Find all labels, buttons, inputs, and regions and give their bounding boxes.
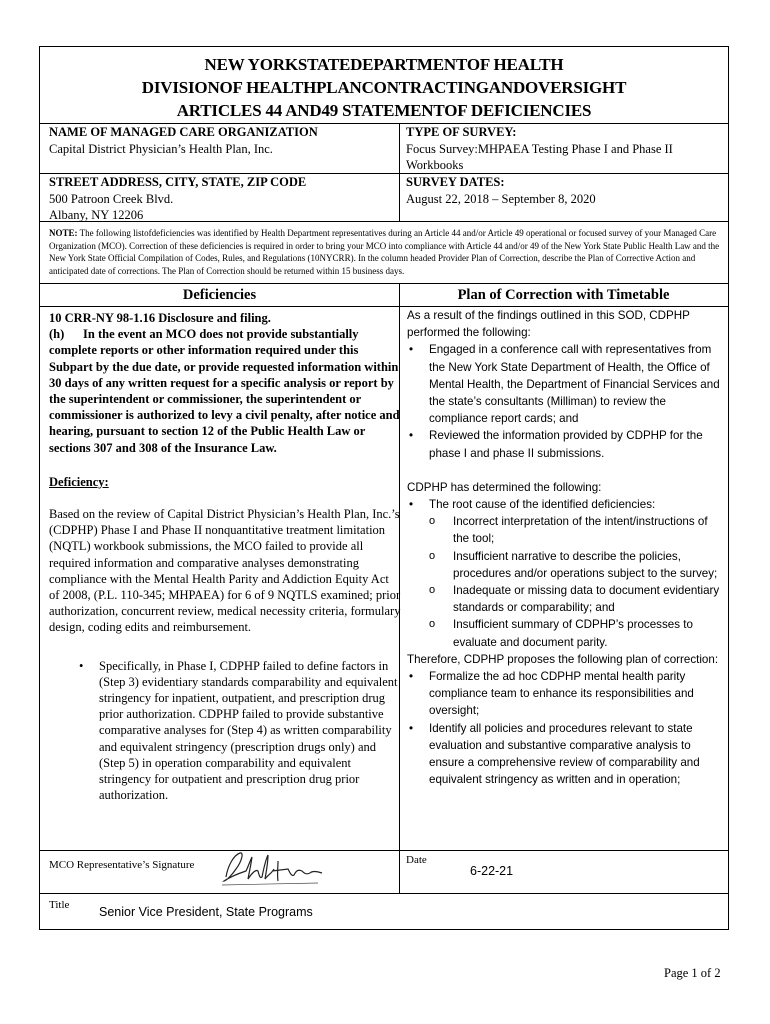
proposals-list: [407, 668, 725, 788]
divider: [40, 221, 728, 222]
date-value: 6-22-21: [470, 864, 514, 878]
title-label: Title: [49, 899, 70, 911]
divider: [40, 123, 728, 124]
causes-list: [407, 513, 725, 651]
rule-paragraph: [49, 326, 401, 456]
survey-dates-label: SURVEY DATES:: [406, 175, 505, 189]
list-item: • Identify all policies and procedures relevant to state evaluation and substantive comparative analysis to ensure a comprehensive review of comparability and equivalent stringency as written and in operation;: [407, 720, 725, 789]
divider: [40, 850, 728, 851]
deficiency-column: [49, 310, 401, 803]
list-item: o Incorrect interpretation of the intent/instructions of the tool;: [407, 513, 725, 547]
plan-therefore: Therefore, CDPHP proposes the following plan of correction:: [407, 652, 719, 666]
header-line-2: DIVISIONOF HEALTHPLANCONTRACTINGANDOVERSIGHT: [141, 78, 627, 97]
deficiency-heading: Deficiency:: [49, 474, 109, 489]
plan-column: [407, 307, 725, 788]
note-text: The following listofdeficiencies was identified by Health Department representatives during an Article 44 and/or Article 49 operational or focused survey of your Managed Care Organization (MCO). Correction of these deficiencies is required in order to bring your MCO into compliance with Article 44 and/or 49 of the New York State Public Health Law and the New York State Official Compilation of Codes, Rules, and Regulations (10NYCRR). In the column headed Provider Plan of Correction, describe the Plan of Corrective Action and anticipated date of corrections. The Plan of Correction should be returned within 15 business days.: [49, 228, 720, 276]
signature-label: MCO Representative’s Signature: [49, 859, 195, 871]
plan-actions: [407, 341, 725, 461]
plan-column-header: Plan of Correction with Timetable: [457, 287, 670, 303]
list-item: • The root cause of the identified deficiencies:: [407, 496, 725, 513]
deficiencies-column-header: Deficiencies: [182, 287, 257, 303]
citation: 10 CRR-NY 98-1.16 Disclosure and filing.: [49, 311, 271, 325]
survey-type-label: TYPE OF SURVEY:: [406, 125, 517, 139]
note-label: NOTE:: [49, 228, 78, 238]
note-paragraph: [49, 227, 721, 277]
list-item: • Formalize the ad hoc CDPHP mental health parity compliance team to enhance its responsibilities and oversight;: [407, 668, 725, 720]
divider: [40, 283, 728, 284]
date-label: Date: [406, 854, 427, 866]
org-label: NAME OF MANAGED CARE ORGANIZATION: [49, 125, 318, 139]
divider: [399, 850, 400, 893]
list-item: • Reviewed the information provided by CDPHP for the phase I and phase II submissions.: [407, 427, 725, 461]
deficiency-body: Based on the review of Capital District Physician’s Health Plan, Inc.’s (CDPHP) Phase I and Phase II nonquantitative treatment limitation (NQTL) workbook submissions, the MCO failed to provide all required information and comparative analyses demonstrating compliance with the Mental Health Parity and Addiction Equity Act of 2008, (P.L. 110-345; MHPAEA) for 6 of 9 NQTLS examined; prior authorization, concurrent review, medical necessity criteria, formulary design, coding edits and reimbursement.: [49, 507, 401, 635]
list-item: o Insufficient narrative to describe the policies, procedures and/or operations subject to the survey;: [407, 548, 725, 582]
root-cause-list: [407, 496, 725, 513]
header-line-1: NEW YORKSTATEDEPARTMENTOF HEALTH: [204, 55, 564, 74]
org-name: Capital District Physician’s Health Plan, Inc.: [49, 142, 273, 156]
header-line-3: ARTICLES 44 AND49 STATEMENTOF DEFICIENCIES: [176, 101, 592, 120]
rule-text: In the event an MCO does not provide substantially complete reports or other information required under this Subpart by the due date, or provide requested information within 30 days of any written request for a specific analysis or report by the superintendent or commissioner, the superintendent or commissioner is authorized to levy a civil penalty, after notice and hearing, pursuant to section 12 of the Public Health Law or sections 307 and 308 of the Insurance Law.: [49, 327, 400, 455]
divider: [40, 173, 728, 174]
signature-image: [218, 847, 330, 889]
title-value: Senior Vice President, State Programs: [99, 905, 313, 919]
deficiency-bullets: [49, 658, 401, 804]
list-item: o Insufficient summary of CDPHP’s processes to evaluate and document parity.: [407, 616, 725, 650]
list-item: • Engaged in a conference call with representatives from the New York State Department of Health, the Office of Mental Health, the Department of Financial Services and the state’s consultants (Milliman) to review the compliance report cards; and: [407, 341, 725, 427]
page-number: Page 1 of 2: [664, 966, 721, 980]
plan-determined: CDPHP has determined the following:: [407, 480, 602, 494]
survey-dates-value: August 22, 2018 – September 8, 2020: [406, 192, 596, 206]
plan-intro: As a result of the findings outlined in this SOD, CDPHP performed the following:: [407, 309, 690, 340]
address-line-2: Albany, NY 12206: [49, 208, 144, 222]
divider: [40, 893, 728, 894]
divider: [399, 123, 400, 221]
list-item: o Inadequate or missing data to document evidentiary standards or comparability; and: [407, 582, 725, 616]
survey-type-value: Focus Survey:MHPAEA Testing Phase I and Phase II Workbooks: [406, 142, 673, 172]
address-label: STREET ADDRESS, CITY, STATE, ZIP CODE: [49, 175, 307, 189]
deficiency-form: [39, 46, 729, 930]
list-item: • Specifically, in Phase I, CDPHP failed to define factors in (Step 3) evidentiary standards comparability and equivalent stringency for inpatient, outpatient, and prescription drug prior authorization. CDPHP failed to provide substantive comparative analyses for (Step 4) as written comparability and equivalent stringency (prescription drugs only) and (Step 5) in operation comparability and equivalent stringency for outpatient and prescription drug prior authorization.: [77, 658, 401, 804]
address-line-1: 500 Patroon Creek Blvd.: [49, 192, 174, 206]
rule-marker: (h): [49, 327, 65, 342]
